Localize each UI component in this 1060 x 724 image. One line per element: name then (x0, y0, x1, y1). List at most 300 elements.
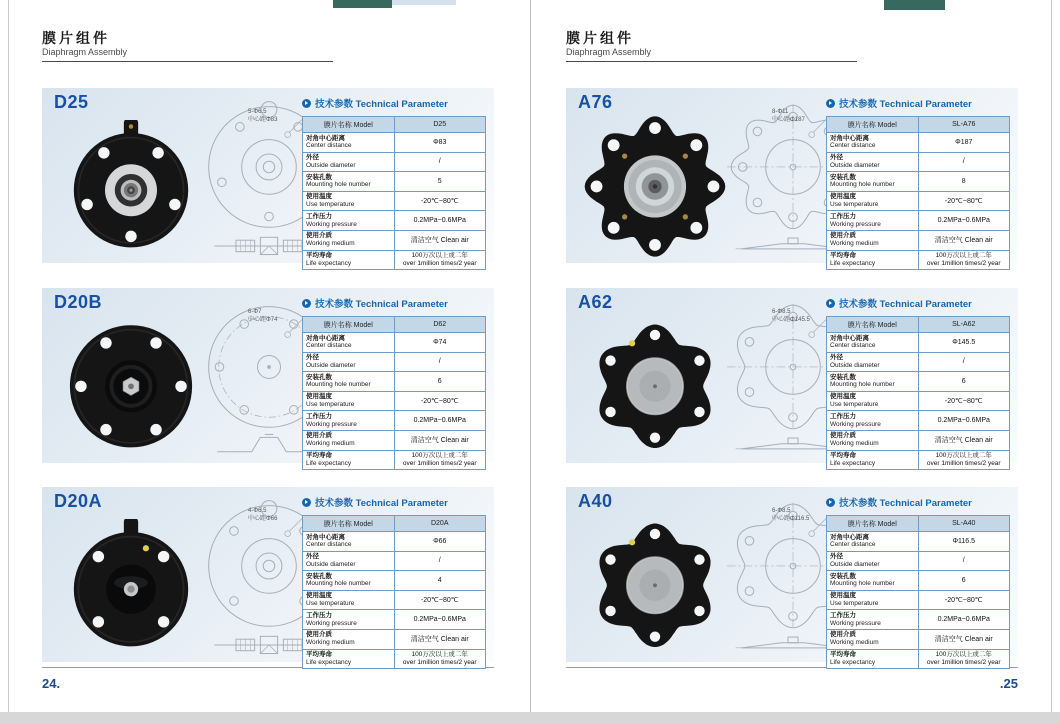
value-cell: -20℃~80℃ (394, 391, 486, 411)
value-cell: 6 (918, 571, 1010, 591)
tech-param-heading (302, 96, 488, 110)
annotation-hole-spec: 6-Φ7 (248, 309, 262, 315)
spec-row-working-medium (827, 629, 1010, 649)
spec-row-life-expectancy (303, 450, 486, 470)
annotation-center-distance: 中心距Φ116.5 (772, 516, 810, 523)
page-title-cn: 膜片组件 (42, 30, 110, 46)
value-cell: 8 (918, 172, 1010, 192)
spec-row-model (303, 117, 486, 133)
spec-row-outside-diameter (303, 152, 486, 172)
label-cell (827, 133, 919, 153)
value-cell: / (394, 551, 486, 571)
label-cell (827, 411, 919, 431)
value-cell: 6 (394, 372, 486, 392)
value-cell: 清洁空气 Clean air (918, 629, 1010, 649)
page-title-cn: 膜片组件 (566, 30, 634, 46)
value-cell: 4 (394, 571, 486, 591)
label-cell (303, 629, 395, 649)
label-en: Center distance (306, 541, 352, 549)
label-en: Working medium (830, 639, 879, 647)
label-cn: 使用温度 (830, 393, 856, 401)
spec-row-mounting-holes (827, 372, 1010, 392)
value-cell: 6 (918, 372, 1010, 392)
value-cell (394, 250, 486, 270)
spec-row-use-temperature (827, 191, 1010, 211)
spec-table (302, 116, 486, 270)
label-en: Use temperature (306, 401, 355, 409)
product-title: D25 (54, 92, 89, 112)
label-cn: 工作压力 (306, 212, 332, 220)
spec-row-outside-diameter (827, 352, 1010, 372)
life-value-cn: 100万次以上或二年 (935, 650, 992, 658)
spec-row-center-distance (303, 333, 486, 353)
label-cell (303, 250, 395, 270)
label-cell (303, 333, 395, 353)
label-cn: 外径 (830, 553, 843, 561)
label-cell (303, 590, 395, 610)
tech-param-heading-label: 技术参数 Technical Parameter (315, 498, 448, 509)
spec-row-outside-diameter (827, 152, 1010, 172)
life-value-en: over 1million times/2 year (402, 259, 477, 267)
spec-row-working-medium (827, 430, 1010, 450)
label-cell (303, 230, 395, 250)
tech-param-heading (302, 296, 488, 310)
value-cell: 0.2MPa~0.6MPa (918, 411, 1010, 431)
label-cn: 安装孔数 (306, 572, 332, 580)
label-cell (303, 152, 395, 172)
label-cn: 外径 (306, 154, 319, 162)
value-cell: -20℃~80℃ (918, 391, 1010, 411)
model-value-cell: SL-A76 (918, 117, 1010, 133)
label-en: Working medium (306, 440, 355, 448)
spec-row-working-medium (827, 230, 1010, 250)
spec-row-model (303, 317, 486, 333)
label-en: Life expectancy (306, 259, 352, 267)
label-cell (303, 391, 395, 411)
life-value-en: over 1million times/2 year (926, 459, 1001, 467)
spec-row-use-temperature (303, 391, 486, 411)
label-cn: 工作压力 (306, 611, 332, 619)
spec-row-mounting-holes (303, 172, 486, 192)
label-cn: 平均寿命 (306, 252, 332, 260)
label-en: Center distance (830, 142, 876, 150)
tech-param-heading (826, 495, 1012, 509)
header-underline (42, 61, 333, 62)
label-cn: 使用介质 (306, 432, 332, 440)
spec-row-life-expectancy (827, 450, 1010, 470)
value-cell: Φ187 (918, 133, 1010, 153)
label-cell (303, 352, 395, 372)
label-cn: 外径 (306, 354, 319, 362)
life-value-en: over 1million times/2 year (402, 658, 477, 666)
diaphragm-photo (590, 320, 720, 450)
label-cn: 使用介质 (830, 432, 856, 440)
label-en: Use temperature (830, 401, 879, 409)
label-cn: 使用介质 (306, 232, 332, 240)
label-cn: 使用温度 (306, 193, 332, 201)
label-cell (827, 532, 919, 552)
spec-row-model (827, 317, 1010, 333)
life-value-cn: 100万次以上或二年 (411, 451, 468, 459)
label-cn: 使用介质 (830, 232, 856, 240)
product-title: D20A (54, 491, 103, 511)
label-en: Mounting hole number (306, 580, 371, 588)
label-cell (827, 372, 919, 392)
value-cell: / (918, 152, 1010, 172)
spec-row-working-medium (303, 430, 486, 450)
spec-row-center-distance (303, 133, 486, 153)
diaphragm-photo (590, 519, 720, 649)
label-cn: 安装孔数 (830, 373, 856, 381)
label-en: Outside diameter (830, 361, 880, 369)
value-cell: -20℃~80℃ (918, 191, 1010, 211)
technical-parameter-block (826, 96, 1012, 270)
value-cell: Φ116.5 (918, 532, 1010, 552)
spec-row-model (827, 117, 1010, 133)
spec-row-mounting-holes (303, 372, 486, 392)
product-title: A62 (578, 292, 613, 312)
model-label-cell: 膜片名称 Model (827, 117, 919, 133)
spec-row-working-pressure (303, 610, 486, 630)
spec-row-center-distance (303, 532, 486, 552)
spec-row-outside-diameter (303, 551, 486, 571)
header-underline (566, 61, 857, 62)
model-label-cell: 膜片名称 Model (827, 317, 919, 333)
label-en: Outside diameter (830, 560, 880, 568)
label-en: Outside diameter (306, 161, 356, 169)
play-icon (826, 498, 835, 507)
annotation-hole-spec: 6-Φ8.5 (772, 309, 791, 315)
label-cn: 平均寿命 (830, 651, 856, 659)
tech-param-heading (826, 96, 1012, 110)
label-en: Life expectancy (830, 259, 876, 267)
model-label-cell: 膜片名称 Model (303, 516, 395, 532)
label-cn: 对角中心距离 (830, 533, 869, 541)
value-cell: Φ66 (394, 532, 486, 552)
model-value-cell: SL-A62 (918, 317, 1010, 333)
annotation-hole-spec: 6-Φ8.5 (772, 508, 791, 514)
diaphragm-photo (66, 320, 196, 450)
technical-parameter-block (826, 495, 1012, 669)
value-cell (918, 250, 1010, 270)
label-cell (303, 551, 395, 571)
label-cell (827, 333, 919, 353)
page-subtitle-en: Diaphragm Assembly (566, 47, 652, 57)
label-en: Working medium (830, 240, 879, 248)
label-cell (827, 191, 919, 211)
annotation-hole-spec: 8-Φ11 (772, 109, 789, 115)
label-en: Life expectancy (306, 459, 352, 467)
play-icon (302, 99, 311, 108)
life-value-cn: 100万次以上或二年 (935, 451, 992, 459)
label-en: Working pressure (830, 420, 881, 428)
label-en: Use temperature (830, 201, 879, 209)
label-en: Working pressure (830, 619, 881, 627)
value-cell: 清洁空气 Clean air (394, 230, 486, 250)
label-en: Life expectancy (306, 658, 352, 666)
label-en: Use temperature (306, 600, 355, 608)
spec-row-center-distance (827, 133, 1010, 153)
spec-table (826, 316, 1010, 470)
spec-row-mounting-holes (827, 571, 1010, 591)
play-icon (826, 299, 835, 308)
annotation-center-distance: 中心距Φ145.5 (772, 317, 810, 324)
value-cell (394, 649, 486, 669)
model-label-cell: 膜片名称 Model (303, 317, 395, 333)
label-cell (827, 352, 919, 372)
label-en: Outside diameter (830, 161, 880, 169)
label-cell (303, 372, 395, 392)
model-label-cell: 膜片名称 Model (303, 117, 395, 133)
label-cell (827, 590, 919, 610)
label-cn: 安装孔数 (306, 373, 332, 381)
label-en: Working medium (306, 639, 355, 647)
technical-parameter-block (302, 296, 488, 470)
page-number-right: .25 (999, 676, 1018, 691)
spec-row-mounting-holes (303, 571, 486, 591)
life-value-en: over 1million times/2 year (926, 658, 1001, 666)
life-value-cn: 100万次以上或二年 (935, 251, 992, 259)
annotation-hole-spec: 4-Φ6.5 (248, 508, 267, 514)
label-en: Center distance (306, 342, 352, 350)
diaphragm-photo (66, 120, 196, 250)
label-en: Outside diameter (306, 560, 356, 568)
value-cell: Φ74 (394, 333, 486, 353)
value-cell: 0.2MPa~0.6MPa (918, 211, 1010, 231)
life-value-en: over 1million times/2 year (402, 459, 477, 467)
label-cn: 使用介质 (830, 631, 856, 639)
label-cell (303, 191, 395, 211)
value-cell: Φ145.5 (918, 333, 1010, 353)
spec-table (826, 515, 1010, 669)
label-en: Center distance (306, 142, 352, 150)
label-cn: 对角中心距离 (830, 334, 869, 342)
label-en: Life expectancy (830, 658, 876, 666)
value-cell: / (394, 152, 486, 172)
label-en: Use temperature (306, 201, 355, 209)
label-cell (303, 571, 395, 591)
spec-row-model (827, 516, 1010, 532)
label-cn: 安装孔数 (830, 173, 856, 181)
spec-row-use-temperature (303, 590, 486, 610)
life-value-cn: 100万次以上或二年 (411, 251, 468, 259)
label-en: Working pressure (306, 619, 357, 627)
spec-row-working-medium (303, 629, 486, 649)
label-cell (303, 172, 395, 192)
play-icon (302, 299, 311, 308)
label-en: Mounting hole number (306, 381, 371, 389)
spec-table (826, 116, 1010, 270)
label-cell (303, 649, 395, 669)
spec-row-use-temperature (303, 191, 486, 211)
value-cell: 清洁空气 Clean air (918, 230, 1010, 250)
spec-row-center-distance (827, 333, 1010, 353)
label-cell (827, 450, 919, 470)
label-en: Mounting hole number (830, 580, 895, 588)
label-cell (303, 211, 395, 231)
annotation-hole-spec: 5-Φ6.5 (248, 109, 267, 115)
tech-param-heading-label: 技术参数 Technical Parameter (315, 99, 448, 110)
tech-param-heading (826, 296, 1012, 310)
label-en: Working pressure (306, 420, 357, 428)
spec-row-life-expectancy (827, 250, 1010, 270)
value-cell: 0.2MPa~0.6MPa (918, 610, 1010, 630)
annotation-center-distance: 中心距Φ66 (248, 516, 278, 523)
label-en: Mounting hole number (306, 181, 371, 189)
product-panel-4 (566, 288, 1018, 467)
page-right (530, 0, 1052, 724)
label-en: Mounting hole number (830, 181, 895, 189)
label-en: Working pressure (830, 220, 881, 228)
value-cell: 清洁空气 Clean air (918, 430, 1010, 450)
label-cn: 工作压力 (830, 212, 856, 220)
diaphragm-photo (66, 519, 196, 649)
label-cell (303, 610, 395, 630)
technical-parameter-block (826, 296, 1012, 470)
label-cn: 平均寿命 (830, 252, 856, 260)
label-cell (303, 450, 395, 470)
value-cell: 0.2MPa~0.6MPa (394, 211, 486, 231)
play-icon (302, 498, 311, 507)
label-cell (303, 430, 395, 450)
tech-param-heading-label: 技术参数 Technical Parameter (315, 299, 448, 310)
label-en: Working medium (306, 240, 355, 248)
spec-table (302, 515, 486, 669)
value-cell: Φ83 (394, 133, 486, 153)
label-cn: 对角中心距离 (306, 533, 345, 541)
spec-row-working-pressure (303, 411, 486, 431)
label-cn: 外径 (830, 354, 843, 362)
technical-parameter-block (302, 96, 488, 270)
play-icon (826, 99, 835, 108)
label-cn: 使用温度 (306, 393, 332, 401)
label-cell (827, 211, 919, 231)
product-panel-0 (42, 88, 494, 267)
label-cell (303, 411, 395, 431)
spec-row-model (303, 516, 486, 532)
label-cn: 工作压力 (306, 412, 332, 420)
model-value-cell: D20A (394, 516, 486, 532)
product-title: A40 (578, 491, 613, 511)
tech-param-heading-label: 技术参数 Technical Parameter (839, 498, 972, 509)
tech-param-heading (302, 495, 488, 509)
value-cell (918, 450, 1010, 470)
label-cn: 使用温度 (306, 592, 332, 600)
model-value-cell: D62 (394, 317, 486, 333)
product-title: D20B (54, 292, 103, 312)
value-cell (918, 649, 1010, 669)
spec-row-outside-diameter (827, 551, 1010, 571)
label-cn: 外径 (830, 154, 843, 162)
life-value-cn: 100万次以上或二年 (411, 650, 468, 658)
label-en: Working medium (830, 440, 879, 448)
label-cell (827, 649, 919, 669)
spec-row-working-medium (303, 230, 486, 250)
value-cell: 清洁空气 Clean air (394, 430, 486, 450)
page-subtitle-en: Diaphragm Assembly (42, 47, 128, 57)
product-panel-5 (566, 487, 1018, 666)
product-title: A76 (578, 92, 613, 112)
label-cell (827, 152, 919, 172)
life-value-en: over 1million times/2 year (926, 259, 1001, 267)
value-cell: 0.2MPa~0.6MPa (394, 411, 486, 431)
label-cn: 工作压力 (830, 412, 856, 420)
annotation-center-distance: 中心距Φ74 (248, 317, 278, 324)
page-number-left: 24. (42, 676, 61, 691)
spec-row-working-pressure (827, 610, 1010, 630)
spec-row-use-temperature (827, 391, 1010, 411)
label-cn: 使用温度 (830, 592, 856, 600)
label-cn: 对角中心距离 (306, 134, 345, 142)
product-panel-3 (566, 88, 1018, 267)
label-cell (303, 532, 395, 552)
technical-parameter-block (302, 495, 488, 669)
diaphragm-photo (581, 111, 729, 259)
spec-table (302, 316, 486, 470)
spec-row-life-expectancy (827, 649, 1010, 669)
label-cell (827, 172, 919, 192)
label-cn: 外径 (306, 553, 319, 561)
spec-row-mounting-holes (827, 172, 1010, 192)
label-cn: 平均寿命 (306, 452, 332, 460)
value-cell: 5 (394, 172, 486, 192)
spec-row-use-temperature (827, 590, 1010, 610)
label-cn: 使用温度 (830, 193, 856, 201)
label-cell (827, 430, 919, 450)
label-en: Use temperature (830, 600, 879, 608)
label-cell (827, 551, 919, 571)
label-en: Working pressure (306, 220, 357, 228)
value-cell: 清洁空气 Clean air (394, 629, 486, 649)
label-cn: 平均寿命 (306, 651, 332, 659)
label-cn: 对角中心距离 (830, 134, 869, 142)
spec-row-working-pressure (827, 211, 1010, 231)
label-cell (303, 133, 395, 153)
tech-param-heading-label: 技术参数 Technical Parameter (839, 99, 972, 110)
model-label-cell: 膜片名称 Model (827, 516, 919, 532)
spec-row-working-pressure (827, 411, 1010, 431)
label-cn: 平均寿命 (830, 452, 856, 460)
label-cell (827, 610, 919, 630)
label-cn: 工作压力 (830, 611, 856, 619)
product-panel-1 (42, 288, 494, 467)
page-left (8, 0, 530, 724)
label-cn: 安装孔数 (830, 572, 856, 580)
label-cn: 使用介质 (306, 631, 332, 639)
label-cell (827, 629, 919, 649)
label-en: Outside diameter (306, 361, 356, 369)
value-cell: / (918, 551, 1010, 571)
value-cell: -20℃~80℃ (918, 590, 1010, 610)
label-cell (827, 250, 919, 270)
label-cn: 对角中心距离 (306, 334, 345, 342)
annotation-center-distance: 中心距Φ83 (248, 117, 278, 124)
value-cell: 0.2MPa~0.6MPa (394, 610, 486, 630)
spec-row-life-expectancy (303, 649, 486, 669)
value-cell: -20℃~80℃ (394, 191, 486, 211)
value-cell: / (394, 352, 486, 372)
label-cell (827, 391, 919, 411)
value-cell: -20℃~80℃ (394, 590, 486, 610)
label-en: Mounting hole number (830, 381, 895, 389)
value-cell: / (918, 352, 1010, 372)
label-cell (827, 571, 919, 591)
product-panel-2 (42, 487, 494, 666)
value-cell (394, 450, 486, 470)
model-value-cell: SL-A40 (918, 516, 1010, 532)
label-cell (827, 230, 919, 250)
label-en: Center distance (830, 342, 876, 350)
